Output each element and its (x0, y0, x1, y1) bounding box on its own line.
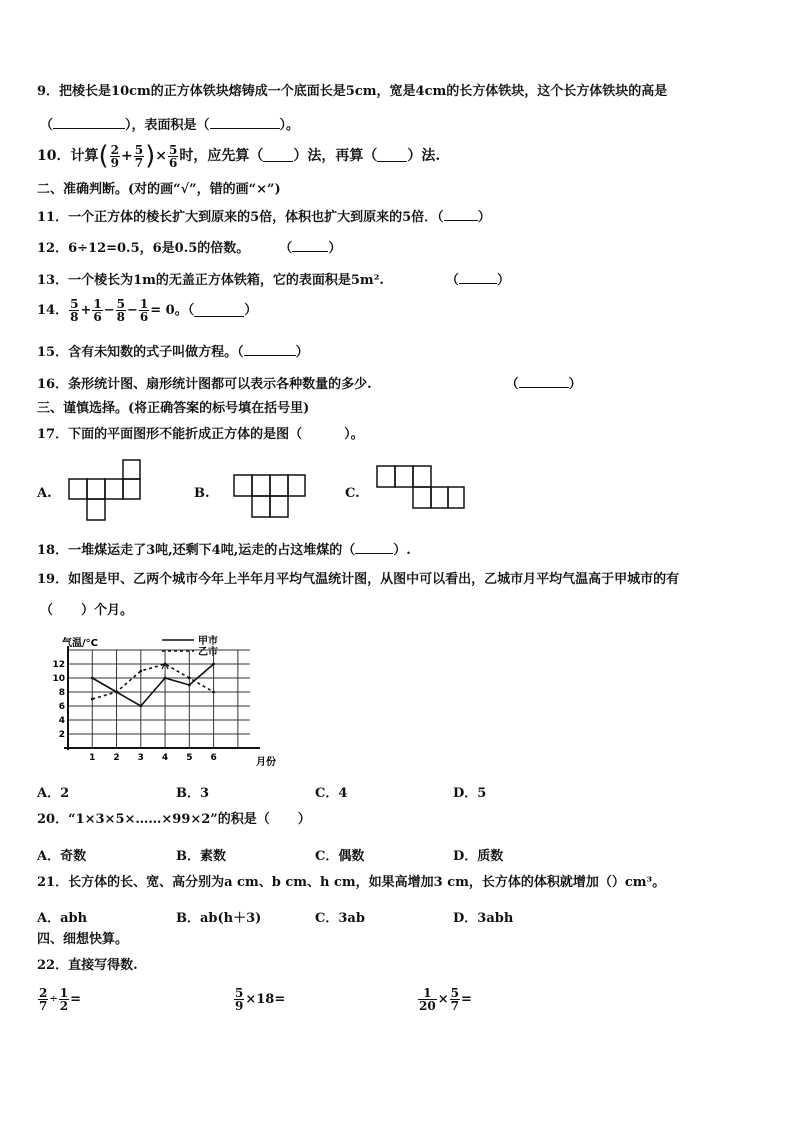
temperature-line-chart (44, 632, 294, 772)
q17-option-c[interactable]: C. (345, 486, 360, 501)
data-point (91, 677, 94, 680)
q19-option-d[interactable]: D．5 (453, 786, 487, 801)
q19-line2: （ ）个月。 (40, 603, 134, 618)
q17-option-b[interactable]: B. (194, 486, 210, 501)
y-tick-label: 4 (58, 716, 65, 726)
series-line-甲市 (92, 664, 213, 706)
y-tick-label: 12 (52, 660, 65, 670)
q9-line1: 9．把棱长是10cm的正方体铁块熔铸成一个底面长是5cm，宽是4cm的长方体铁块，这个长方体铁块的高是 (37, 84, 668, 99)
answer-blank[interactable] (194, 305, 244, 317)
q9-line2: （ ），表面积是（ ）。 (40, 118, 300, 133)
answer-blank[interactable] (355, 542, 393, 554)
q22-item-1: $\frac{2}{7}$ ÷ $\frac{1}{2}$ = (39, 986, 82, 1013)
legend-label: 甲市 (198, 636, 218, 647)
q17: 17．下面的平面图形不能折成正方体的是图（ ）。 (37, 427, 364, 442)
x-tick-label: 6 (210, 753, 217, 763)
data-point (188, 684, 191, 687)
chart-x-axis-label: 月份 (256, 757, 276, 768)
q19-option-a[interactable]: A．2 (37, 786, 70, 801)
section-3-heading: 三、谨慎选择。(将正确答案的标号填在括号里) (37, 401, 310, 416)
q21-option-c[interactable]: C．3ab (315, 911, 365, 926)
data-point (188, 677, 191, 680)
q21-option-a[interactable]: A．abh (37, 911, 88, 926)
q19-option-b[interactable]: B．3 (176, 786, 210, 801)
answer-blank[interactable] (519, 376, 569, 388)
data-point (91, 698, 94, 701)
answer-blank[interactable] (244, 344, 296, 356)
q13: 13．一个棱长为1m的无盖正方体铁箱，它的表面积是5m². （ ） (37, 273, 510, 288)
q20-option-a[interactable]: A．奇数 (37, 849, 87, 864)
q14: 14． $\frac{5}{8}$ + $\frac{1}{6}$ − $\frac{5}{8}$ − $\frac{1}{6}$ = 0。（ ） (37, 297, 258, 324)
q20-option-b[interactable]: B．素数 (176, 849, 226, 864)
answer-blank[interactable] (292, 240, 328, 252)
data-point (115, 691, 118, 694)
cube-net-b (233, 474, 307, 520)
y-tick-label: 6 (58, 702, 65, 712)
q15: 15．含有未知数的式子叫做方程。（ ） (37, 345, 309, 360)
answer-blank[interactable] (53, 117, 125, 129)
y-tick-label: 10 (52, 674, 65, 684)
answer-blank[interactable] (210, 117, 280, 129)
q21-option-b[interactable]: B．ab(h＋3) (176, 911, 262, 926)
x-tick-label: 3 (137, 753, 144, 763)
chart-y-axis-label: 气温/°C (62, 638, 98, 649)
q22-item-2: $\frac{5}{9}$ ×18= (235, 986, 286, 1013)
q11: 11．一个正方体的棱长扩大到原来的5倍，体积也扩大到原来的5倍．（ ） (37, 210, 491, 225)
section-2-heading: 二、准确判断。(对的画“√”，错的画“×”) (37, 182, 281, 197)
data-point (212, 691, 215, 694)
q22: 22．直接写得数. (37, 958, 138, 973)
q20-option-c[interactable]: C．偶数 (315, 849, 365, 864)
q22-item-3: $\frac{1}{20}$ × $\frac{5}{7}$ = (419, 986, 472, 1013)
cube-net-c (376, 465, 466, 511)
x-tick-label: 1 (89, 753, 96, 763)
q19-line1: 19．如图是甲、乙两个城市今年上半年月平均气温统计图，从图中可以看出，乙城市月平均气温高于甲城市的有 (37, 572, 680, 587)
q20-option-d[interactable]: D．质数 (453, 849, 504, 864)
q12: 12．6÷12=0.5，6是0.5的倍数。 （ ） (37, 241, 342, 256)
section-4-heading: 四、细想快算。 (37, 932, 129, 947)
answer-blank[interactable] (263, 150, 293, 162)
q19-option-c[interactable]: C．4 (315, 786, 348, 801)
answer-blank[interactable] (444, 209, 478, 221)
x-tick-label: 4 (161, 753, 169, 763)
legend-label: 乙市 (198, 647, 218, 658)
q16: 16．条形统计图、扇形统计图都可以表示各种数量的多少. （ ） (37, 377, 582, 392)
q20: 20．“1×3×5×……×99×2”的积是（ ） (37, 812, 311, 827)
y-tick-label: 2 (58, 730, 65, 740)
answer-blank[interactable] (459, 272, 497, 284)
x-tick-label: 2 (113, 753, 120, 763)
x-tick-label: 5 (186, 753, 193, 763)
data-point (139, 705, 142, 708)
answer-blank[interactable] (377, 150, 407, 162)
q21-option-d[interactable]: D．3abh (453, 911, 514, 926)
data-point (139, 670, 142, 673)
q10: 10．计算( $\frac{2}{9}$ + $\frac{5}{7}$ )× $\frac{5}{6}$ 时，应先算（ ）法，再算（ ）法. (37, 141, 441, 171)
q18: 18．一堆煤运走了3吨,还剩下4吨,运走的占这堆煤的（ ）. (37, 543, 411, 558)
y-tick-label: 8 (58, 688, 65, 698)
series-line-乙市 (92, 664, 213, 699)
data-point (212, 663, 215, 666)
cube-net-a (68, 459, 142, 523)
q17-option-a[interactable]: A. (37, 486, 52, 501)
q21: 21．长方体的长、宽、高分别为a cm、b cm、h cm，如果高增加3 cm，长方体的体积就增加（）cm³。 (37, 875, 666, 890)
data-point (164, 677, 167, 680)
